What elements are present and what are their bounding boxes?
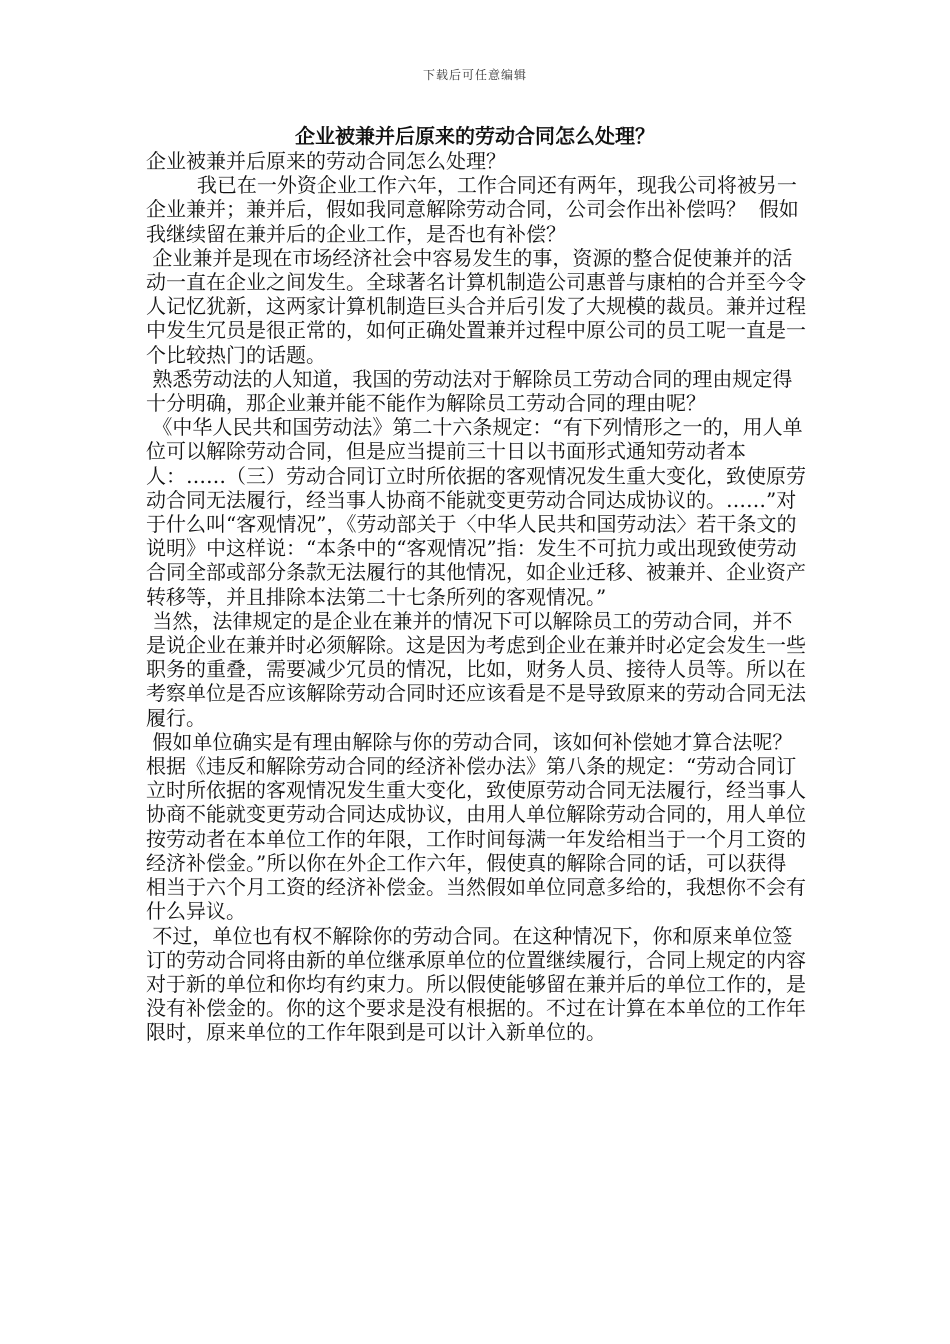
body-paragraph-question: 我已在一外资企业工作六年，工作合同还有两年，现我公司将被另一企业兼并；兼并后，假如我同意解除劳动合同，公司会作出补偿吗？ 假如我继续留在兼并后的企业工作，是否也有补偿？ bbox=[146, 173, 799, 246]
body-paragraph-article-26: 《中华人民共和国劳动法》第二十六条规定：“有下列情形之一的，用人单位可以解除劳动合同，但是应当提前三十日以书面形式通知劳动者本人：……（三）劳动合同订立时所依据的客观情况发生重大变化，致使原劳动合同无法履行，经当事人协商不能就变更劳动合同达成协议的。……”对于什么叫“客观情况”，《劳动部关于〈中华人民共和国劳动法〉若干条文的说明》中这样说：“本条中的“客观情况”指：发生不可抗力或出现致使劳动合同全部或部分条款无法履行的其他情况，如企业迁移、被兼并、企业资产转移等，并且排除本法第二十七条所列的客观情况。” bbox=[146, 415, 806, 609]
body-paragraph-question-heading: 企业被兼并后原来的劳动合同怎么处理？ bbox=[146, 149, 506, 173]
body-paragraph-intro: 企业兼并是现在市场经济社会中容易发生的事，资源的整合促使兼并的活动一直在企业之间发生。全球著名计算机制造公司惠普与康柏的合并至今令人记忆犹新，这两家计算机制造巨头合并后引发了大规模的裁员。兼并过程中发生冗员是很正常的，如何正确处置兼并过程中原公司的员工呢一直是一个比较热门的话题。 bbox=[146, 245, 806, 367]
page-header-note: 下载后可任意编辑 bbox=[422, 68, 527, 82]
body-paragraph-compensation: 假如单位确实是有理由解除与你的劳动合同，该如何补偿她才算合法呢？根据《违反和解除劳动合同的经济补偿办法》第八条的规定：“劳动合同订立时所依据的客观情况发生重大变化，致使原劳动合同无法履行，经当事人协商不能就变更劳动合同达成协议，由用人单位解除劳动合同的，用人单位按劳动者在本单位工作的年限，工作时间每满一年发给相当于一个月工资的经济补偿金。”所以你在外企工作六年，假使真的解除合同的话，可以获得相当于六个月工资的经济补偿金。当然假如单位同意多给的，我想你不会有什么异议。 bbox=[146, 729, 806, 924]
body-paragraph-not-mandatory: 当然，法律规定的是企业在兼并的情况下可以解除员工的劳动合同，并不是说企业在兼并时必须解除。这是因为考虑到企业在兼并时必定会发生一些职务的重叠，需要减少冗员的情况，比如，财务人员、接待人员等。所以在考察单位是否应该解除劳动合同时还应该看是不是导致原来的劳动合同无法履行。 bbox=[146, 608, 806, 730]
body-paragraph-labor-law: 熟悉劳动法的人知道，我国的劳动法对于解除员工劳动合同的理由规定得十分明确，那企业兼并能不能作为解除员工劳动合同的理由呢？ bbox=[146, 366, 793, 416]
document-title: 企业被兼并后原来的劳动合同怎么处理？ bbox=[295, 124, 655, 148]
document-body bbox=[146, 149, 806, 1045]
body-paragraph-continuation: 不过，单位也有权不解除你的劳动合同。在这种情况下，你和原来单位签订的劳动合同将由新的单位继承原单位的位置继续履行，合同上规定的内容对于新的单位和你均有约束力。所以假使能够留在兼并后的单位工作的，是没有补偿金的。你的这个要求是没有根据的。不过在计算在本单位的工作年限时，原来单位的工作年限到是可以计入新单位的。 bbox=[146, 923, 806, 1045]
